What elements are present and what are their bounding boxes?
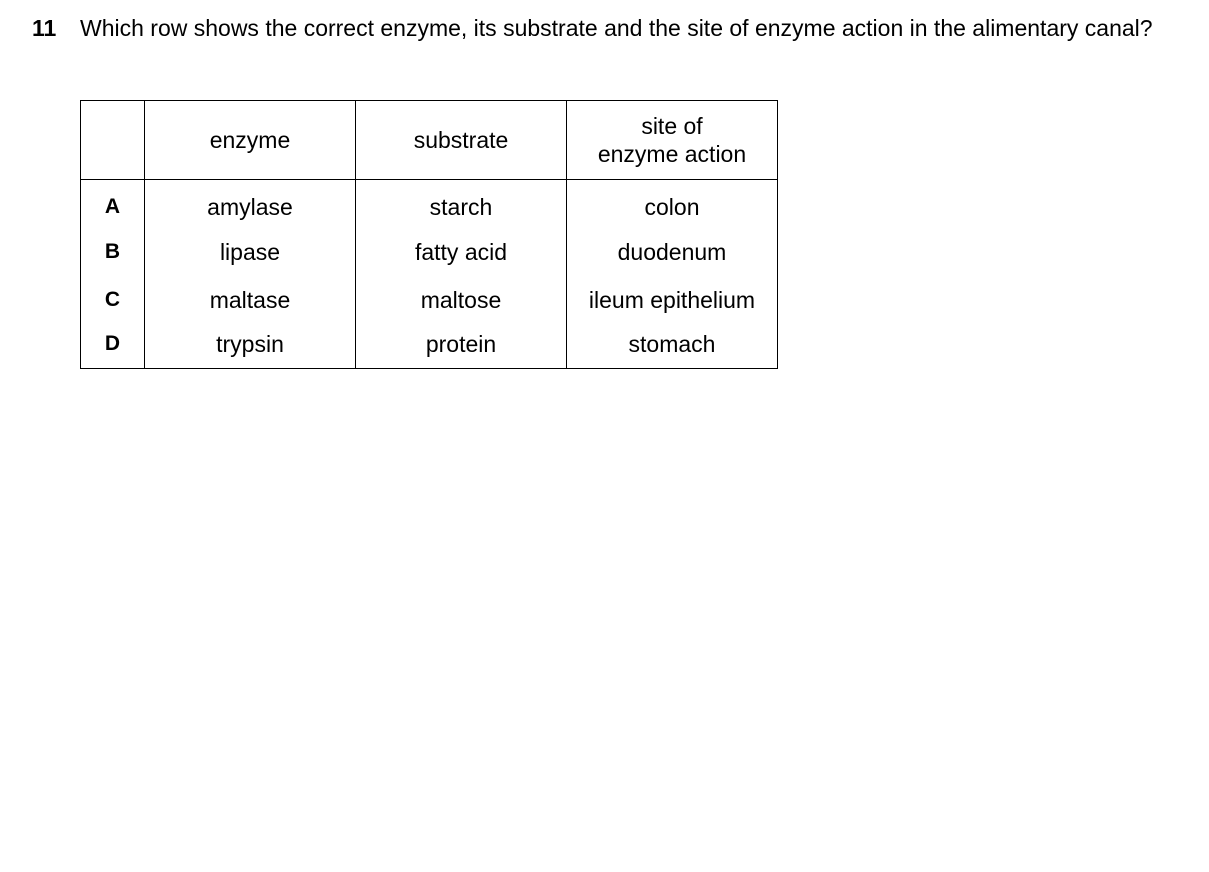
enzyme-cell: trypsin: [145, 324, 356, 369]
header-option-letter: [81, 101, 145, 180]
substrate-cell: protein: [356, 324, 567, 369]
answer-table: [80, 100, 778, 369]
site-cell: stomach: [567, 324, 778, 369]
header-site-line-2: enzyme action: [597, 141, 747, 167]
table-row: [81, 180, 778, 229]
site-cell: colon: [567, 180, 778, 229]
question-number: 11: [32, 15, 57, 41]
enzyme-cell: maltase: [145, 276, 356, 324]
enzyme-cell: lipase: [145, 228, 356, 276]
site-cell: duodenum: [567, 228, 778, 276]
option-letter: C: [81, 276, 145, 324]
header-substrate: substrate: [356, 101, 567, 180]
table-row: [81, 324, 778, 369]
option-letter: B: [81, 228, 145, 276]
option-letter: A: [81, 180, 145, 229]
substrate-cell: starch: [356, 180, 567, 229]
substrate-cell: maltose: [356, 276, 567, 324]
table-row: [81, 228, 778, 276]
header-site: [567, 101, 778, 180]
question-text: Which row shows the correct enzyme, its substrate and the site of enzyme action in the alimentary canal?: [80, 15, 1153, 41]
table-header-row: [81, 101, 778, 180]
substrate-cell: fatty acid: [356, 228, 567, 276]
header-site-line-1: site of: [641, 113, 703, 139]
option-letter: D: [81, 324, 145, 369]
header-enzyme: enzyme: [145, 101, 356, 180]
table-row: [81, 276, 778, 324]
enzyme-cell: amylase: [145, 180, 356, 229]
site-cell: ileum epithelium: [567, 276, 778, 324]
